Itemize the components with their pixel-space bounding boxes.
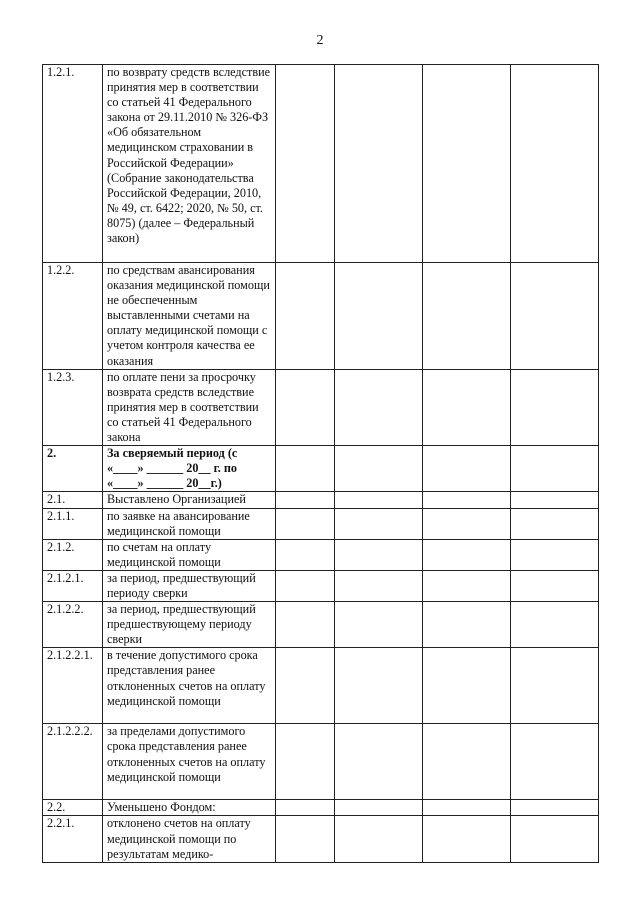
table-row <box>43 446 599 492</box>
value-cell <box>423 570 511 601</box>
value-cell <box>276 492 335 508</box>
row-number: 1.2.3. <box>43 369 103 445</box>
value-cell <box>335 800 423 816</box>
row-number: 1.2.1. <box>43 65 103 263</box>
value-cell <box>511 369 599 445</box>
row-description: Уменьшено Фондом: <box>103 800 276 816</box>
table-row <box>43 508 599 539</box>
value-cell <box>511 602 599 648</box>
value-cell <box>335 648 423 724</box>
row-description: за пределами допустимого срока представления ранее отклоненных счетов на оплату медицинской помощи <box>103 724 276 800</box>
value-cell <box>335 263 423 370</box>
row-description: отклонено счетов на оплату медицинской помощи по результатам медико- <box>103 816 276 862</box>
value-cell <box>335 369 423 445</box>
value-cell <box>335 508 423 539</box>
row-number: 2.1.2. <box>43 539 103 570</box>
value-cell <box>423 602 511 648</box>
value-cell <box>276 800 335 816</box>
table-row <box>43 539 599 570</box>
value-cell <box>423 539 511 570</box>
table-row <box>43 263 599 370</box>
value-cell <box>511 263 599 370</box>
value-cell <box>423 724 511 800</box>
value-cell <box>276 65 335 263</box>
value-cell <box>276 263 335 370</box>
value-cell <box>335 816 423 862</box>
row-number: 2.2.1. <box>43 816 103 862</box>
value-cell <box>276 724 335 800</box>
row-number: 2.2. <box>43 800 103 816</box>
row-number: 2.1.1. <box>43 508 103 539</box>
row-description: по возврату средств вследствие принятия мер в соответствии со статьей 41 Федерального закона от 29.11.2010 № 326-ФЗ «Об обязательном медицинском страховании в Российской Федерации» (Собрание законодательства Российской Федерации, 2010, № 49, ст. 6422; 2020, № 50, ст. 8075) (далее – Федеральный закон) <box>103 65 276 263</box>
reconciliation-table <box>42 64 599 863</box>
row-number: 2.1. <box>43 492 103 508</box>
value-cell <box>335 602 423 648</box>
value-cell <box>276 816 335 862</box>
value-cell <box>335 492 423 508</box>
value-cell <box>276 539 335 570</box>
value-cell <box>276 648 335 724</box>
value-cell <box>511 65 599 263</box>
value-cell <box>335 570 423 601</box>
table-row <box>43 816 599 862</box>
table-row <box>43 724 599 800</box>
table-row <box>43 602 599 648</box>
row-number: 2. <box>43 446 103 492</box>
value-cell <box>511 492 599 508</box>
value-cell <box>511 570 599 601</box>
value-cell <box>276 446 335 492</box>
value-cell <box>423 492 511 508</box>
value-cell <box>423 263 511 370</box>
table-row <box>43 369 599 445</box>
value-cell <box>423 648 511 724</box>
value-cell <box>276 508 335 539</box>
row-description: за период, предшествующий предшествующему периоду сверки <box>103 602 276 648</box>
value-cell <box>511 648 599 724</box>
value-cell <box>511 446 599 492</box>
value-cell <box>423 446 511 492</box>
table-row <box>43 492 599 508</box>
row-description: по оплате пени за просрочку возврата средств вследствие принятия мер в соответствии со статьей 41 Федерального закона <box>103 369 276 445</box>
value-cell <box>423 816 511 862</box>
row-number: 2.1.2.1. <box>43 570 103 601</box>
value-cell <box>511 508 599 539</box>
value-cell <box>276 602 335 648</box>
row-description: в течение допустимого срока представления ранее отклоненных счетов на оплату медицинской помощи <box>103 648 276 724</box>
table-row <box>43 648 599 724</box>
value-cell <box>423 65 511 263</box>
value-cell <box>335 724 423 800</box>
row-description: за период, предшествующий периоду сверки <box>103 570 276 601</box>
row-description: по средствам авансирования оказания медицинской помощи не обеспеченным выставленными счетами на оплату медицинской помощи с учетом контроля качества ее оказания <box>103 263 276 370</box>
value-cell <box>276 369 335 445</box>
page-number: 2 <box>316 33 324 48</box>
value-cell <box>511 724 599 800</box>
value-cell <box>335 539 423 570</box>
row-number: 1.2.2. <box>43 263 103 370</box>
row-number: 2.1.2.2.1. <box>43 648 103 724</box>
value-cell <box>423 800 511 816</box>
table-row <box>43 570 599 601</box>
value-cell <box>335 446 423 492</box>
value-cell <box>423 508 511 539</box>
value-cell <box>511 539 599 570</box>
row-description: Выставлено Организацией <box>103 492 276 508</box>
row-description: За сверяемый период (с «____» ______ 20__ г. по «____» ______ 20__г.) <box>103 446 276 492</box>
value-cell <box>511 800 599 816</box>
table-row <box>43 65 599 263</box>
row-number: 2.1.2.2. <box>43 602 103 648</box>
row-number: 2.1.2.2.2. <box>43 724 103 800</box>
row-description: по заявке на авансирование медицинской помощи <box>103 508 276 539</box>
value-cell <box>335 65 423 263</box>
value-cell <box>511 816 599 862</box>
value-cell <box>276 570 335 601</box>
value-cell <box>423 369 511 445</box>
row-description: по счетам на оплату медицинской помощи <box>103 539 276 570</box>
table-row <box>43 800 599 816</box>
